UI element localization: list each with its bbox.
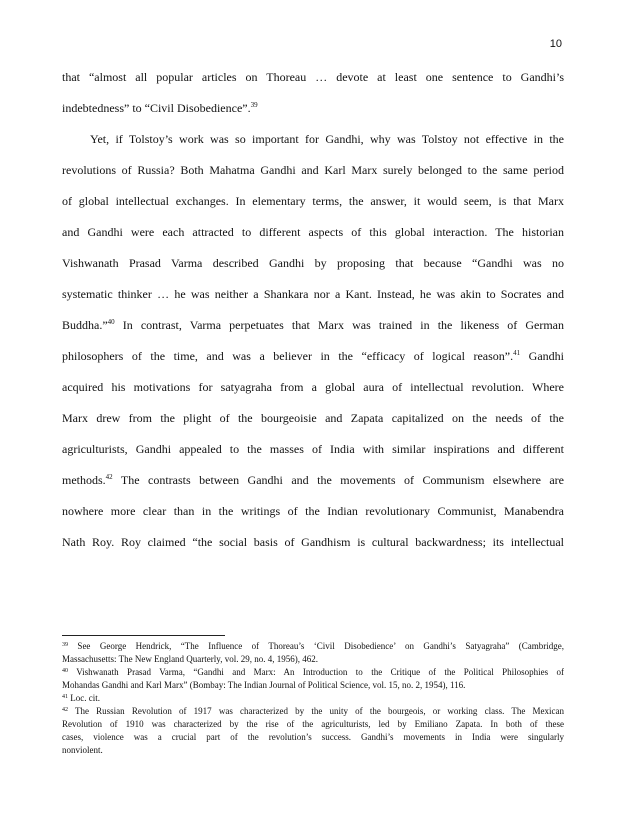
- body-line: of global intellectual exchanges. In elementary terms, the answer, it would seem, is that Marx: [62, 194, 564, 208]
- footnote-line: Massachusetts: The New England Quarterly, vol. 29, no. 4, 1956), 462.: [62, 654, 318, 664]
- footnote-39: $^{39}$ See George Hendrick, “The Influence of Thoreau’s ‘Civil Disobedience’ on Gandhi’s Satyagraha” (Cambridge,: [62, 641, 564, 651]
- body-line: Vishwanath Prasad Varma described Gandhi by proposing that because “Gandhi was no: [62, 256, 564, 270]
- footnote-divider: [62, 635, 225, 636]
- body-line: methods.$^{42}$ The contrasts between Gandhi and the movements of Communism elsewhere are: [62, 473, 564, 487]
- footnote-line: cases, violence was a crucial part of the revolution’s success. Gandhi’s movements in India were singularly: [62, 732, 564, 742]
- body-line: Buddha.”$^{40}$ In contrast, Varma perpetuates that Marx was trained in the likeness of German: [62, 318, 564, 332]
- footnote-number: 39: [62, 642, 68, 648]
- body-line: indebtedness” to “Civil Disobedience”.$^{39}$: [62, 101, 258, 115]
- body-line: revolutions of Russia? Both Mahatma Gandhi and Karl Marx surely belonged to the same period: [62, 163, 564, 177]
- footnote-line: nonviolent.: [62, 745, 103, 755]
- body-line: philosophers of the time, and was a believer in the “efficacy of logical reason”.$^{41}$ Gandhi: [62, 349, 564, 363]
- footnote-ref[interactable]: 40: [107, 318, 115, 326]
- footnote-42: $^{42}$ The Russian Revolution of 1917 was characterized by the unity of the bourgeois, or working class. The Mexican: [62, 706, 564, 716]
- body-line: agriculturists, Gandhi appealed to the masses of India with similar inspirations and different: [62, 442, 564, 456]
- body-line: Yet, if Tolstoy’s work was so important for Gandhi, why was Tolstoy not effective in the: [90, 132, 564, 146]
- body-line: Nath Roy. Roy claimed “the social basis of Gandhism is cultural backwardness; its intellectual: [62, 535, 564, 549]
- page-number: 10: [549, 38, 562, 50]
- footnote-number: 40: [62, 668, 68, 674]
- body-line: that “almost all popular articles on Thoreau … devote at least one sentence to Gandhi’s: [62, 70, 564, 84]
- footnote-line: Revolution of 1910 was characterized by the rise of the agriculturists, led by Emiliano Zapata. In both of these: [62, 719, 564, 729]
- footnote-number: 41: [62, 694, 68, 700]
- footnote-40: $^{40}$ Vishwanath Prasad Varma, “Gandhi and Marx: An Introduction to the Critique of the Political Philosophies of: [62, 667, 564, 677]
- body-line: and Gandhi were each attracted to different aspects of this global interaction. The historian: [62, 225, 564, 239]
- footnote-ref[interactable]: 42: [105, 473, 113, 481]
- body-line: acquired his motivations for satyagraha from a global aura of intellectual revolution. Where: [62, 380, 564, 394]
- body-text: [62, 62, 564, 558]
- body-line: Marx drew from the plight of the bourgeoisie and Zapata capitalized on the needs of the: [62, 411, 564, 425]
- footnote-number: 42: [62, 707, 68, 713]
- footnote-line: Mohandas Gandhi and Karl Marx” (Bombay: The Indian Journal of Political Science, vol. 15, no. 2, 1954), 116.: [62, 680, 466, 690]
- footnote-41: $^{41}$ Loc. cit.: [62, 693, 100, 703]
- footnotes: [62, 640, 564, 757]
- footnote-ref[interactable]: 41: [513, 349, 521, 357]
- footnote-ref[interactable]: 39: [250, 101, 258, 109]
- body-line: nowhere more clear than in the writings of the Indian revolutionary Communist, Manabendra: [62, 504, 564, 518]
- body-line: systematic thinker … he was neither a Shankara nor a Kant. Instead, he was akin to Socrates and: [62, 287, 564, 301]
